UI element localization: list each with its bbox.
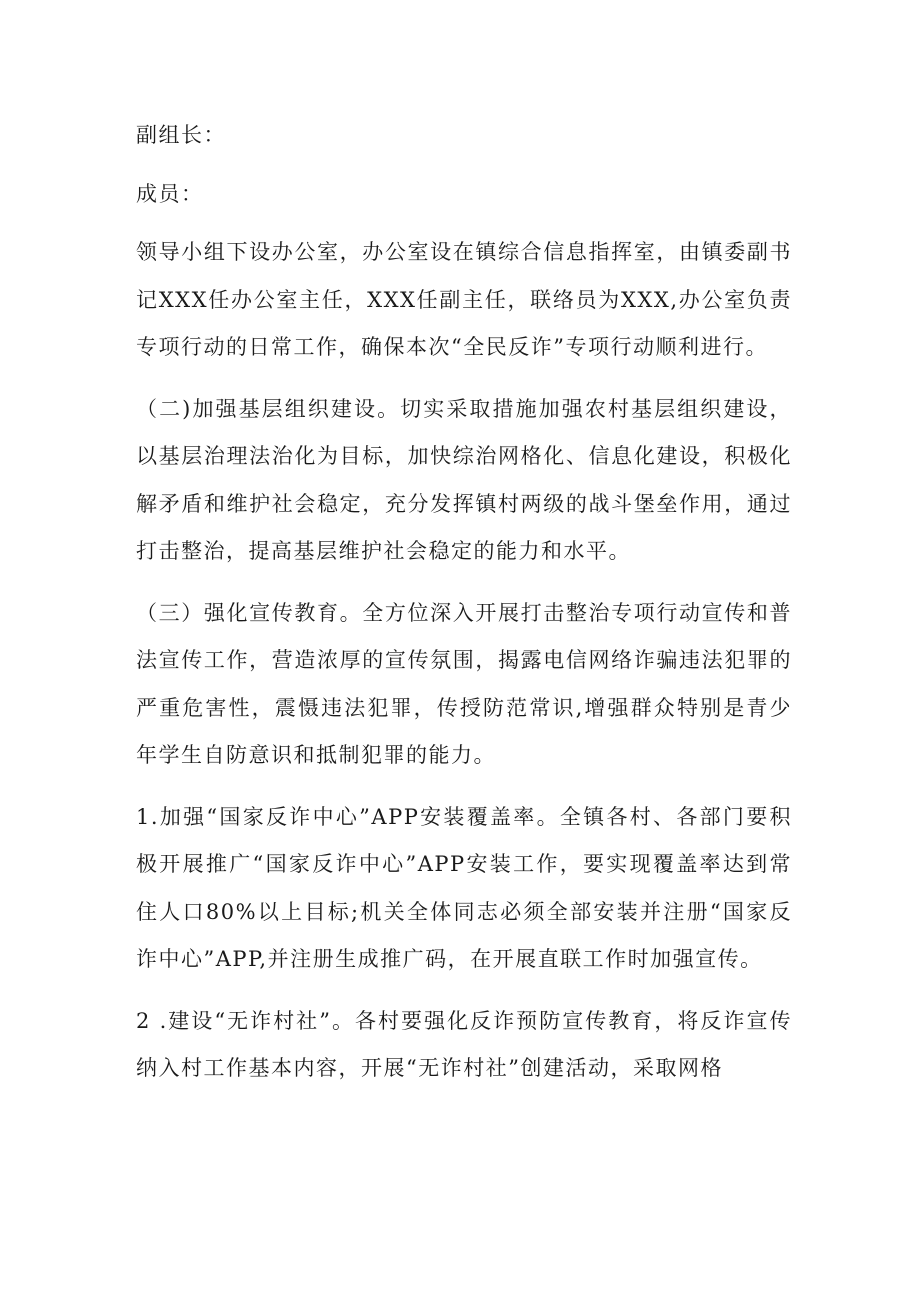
members-line: 成员：	[136, 181, 204, 206]
item-1-paragraph: 1.加强“国家反诈中心”APP安装覆盖率。全镇各村、各部门要积极开展推广“国家反诈中心”APP安装工作，要实现覆盖率达到常住人口80%以上目标;机关全体同志必须全部安装并注册“国家反诈中心”APP,并注册生成推广码，在开展直联工作时加强宣传。	[136, 804, 792, 971]
section-2-paragraph: （二)加强基层组织建设。切实采取措施加强农村基层组织建设，以基层治理法治化为目标，加快综治网格化、信息化建设，积极化解矛盾和维护社会稳定，充分发挥镇村两级的战斗堡垒作用，通过打击整治，提高基层维护社会稳定的能力和水平。	[136, 396, 792, 563]
deputy-leader-line: 副组长：	[136, 123, 226, 147]
document-body	[136, 112, 792, 1107]
section-3-paragraph: （三）强化宣传教育。全方位深入开展打击整治专项行动宣传和普法宣传工作，营造浓厚的宣传氛围，揭露电信网络诈骗违法犯罪的严重危害性，震慑违法犯罪，传授防范常识,增强群众特别是青少年学生自防意识和抵制犯罪的能力。	[136, 600, 792, 767]
office-paragraph: 领导小组下设办公室，办公室设在镇综合信息指挥室，由镇委副书记XXX任办公室主任，XXX任副主任，联络员为XXX,办公室负责专项行动的日常工作，确保本次“全民反诈”专项行动顺利进行。	[136, 240, 792, 359]
item-2-paragraph: 2 .建设“无诈村社”。各村要强化反诈预防宣传教育，将反诈宣传纳入村工作基本内容，开展“无诈村社”创建活动，采取网格	[136, 1008, 792, 1080]
